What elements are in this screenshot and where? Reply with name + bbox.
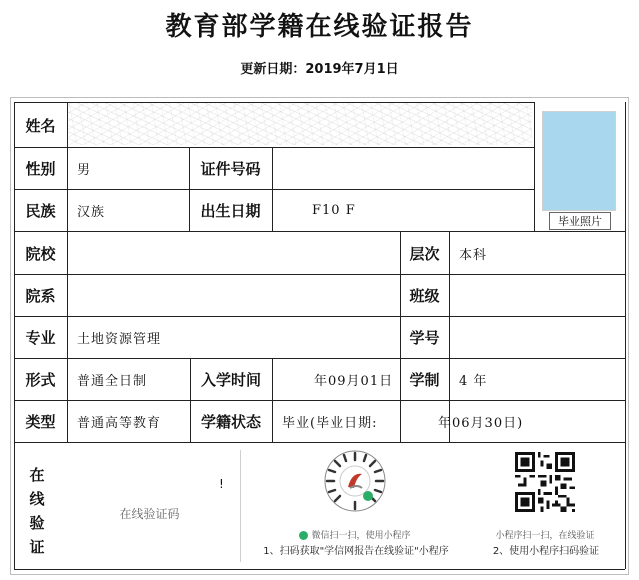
value-enroll-time: 年09月01日 — [314, 374, 394, 389]
value-graduation-date: 年06月30日) — [438, 416, 524, 431]
grid-line — [14, 442, 625, 443]
value-name — [67, 103, 532, 147]
value-ethnicity: 汉族 — [77, 205, 106, 220]
value-category: 普通高等教育 — [77, 416, 162, 431]
verification-qr-code-icon[interactable] — [515, 452, 575, 512]
qr2-instruction: 2、使用小程序扫码验证 — [492, 546, 600, 557]
report-title: 教育部学籍在线验证报告 — [165, 12, 474, 42]
value-class — [449, 275, 625, 316]
value-major: 土地资源管理 — [77, 332, 162, 347]
mini-program-qr-icon[interactable] — [324, 450, 386, 512]
value-student-number — [449, 317, 625, 358]
label-study-form: 形式 — [25, 371, 56, 389]
section-divider — [240, 450, 241, 562]
value-gender: 男 — [77, 163, 92, 178]
value-id-number — [272, 148, 534, 189]
label-department: 院系 — [25, 287, 56, 305]
label-gender: 性别 — [25, 160, 56, 178]
label-level: 层次 — [409, 244, 440, 263]
value-level: 本科 — [459, 247, 488, 263]
value-enrollment-status: 毕业(毕业日期: — [282, 416, 378, 431]
grid-line — [14, 569, 625, 570]
value-study-form: 普通全日制 — [77, 374, 148, 389]
label-enrollment-status: 学籍状态 — [200, 413, 261, 431]
qr1-caption — [280, 528, 430, 541]
label-enroll-time: 入学时间 — [200, 371, 261, 389]
label-birth-date: 出生日期 — [200, 202, 261, 220]
verify-mark: ! — [219, 477, 224, 491]
label-major: 专业 — [25, 329, 56, 347]
verify-char: 在 — [29, 466, 45, 484]
grid-line — [625, 102, 626, 569]
label-class: 班级 — [409, 287, 440, 305]
label-online-verification — [22, 463, 52, 559]
qr2-caption: 小程序扫一扫，在线验证 — [495, 531, 595, 541]
label-duration: 学制 — [409, 371, 440, 389]
qr1-instruction: 1、扫码获取"学信网报告在线验证"小程序 — [263, 546, 449, 557]
label-category: 类型 — [25, 413, 56, 431]
value-birth-date: F10 F — [312, 203, 356, 218]
verify-char: 线 — [29, 490, 45, 508]
grid-line — [534, 102, 535, 231]
update-date: 更新日期：2019年7月1日 — [240, 62, 399, 77]
wechat-icon — [299, 531, 308, 540]
value-duration: 4 年 — [459, 374, 488, 389]
label-ethnicity: 民族 — [25, 202, 56, 220]
qr1-caption-text: 微信扫一扫，使用小程序 — [311, 531, 411, 541]
graduation-photo — [542, 111, 616, 211]
photo-label: 毕业照片 — [549, 212, 611, 230]
verify-char: 证 — [29, 538, 45, 556]
label-id-number: 证件号码 — [200, 160, 261, 178]
value-school — [67, 232, 400, 274]
label-student-number: 学号 — [409, 329, 440, 347]
value-department — [67, 275, 400, 316]
verify-char: 验 — [29, 514, 45, 532]
label-school: 院校 — [25, 244, 56, 263]
online-verification-code: 在线验证码 — [119, 507, 180, 521]
label-name: 姓名 — [25, 116, 56, 135]
